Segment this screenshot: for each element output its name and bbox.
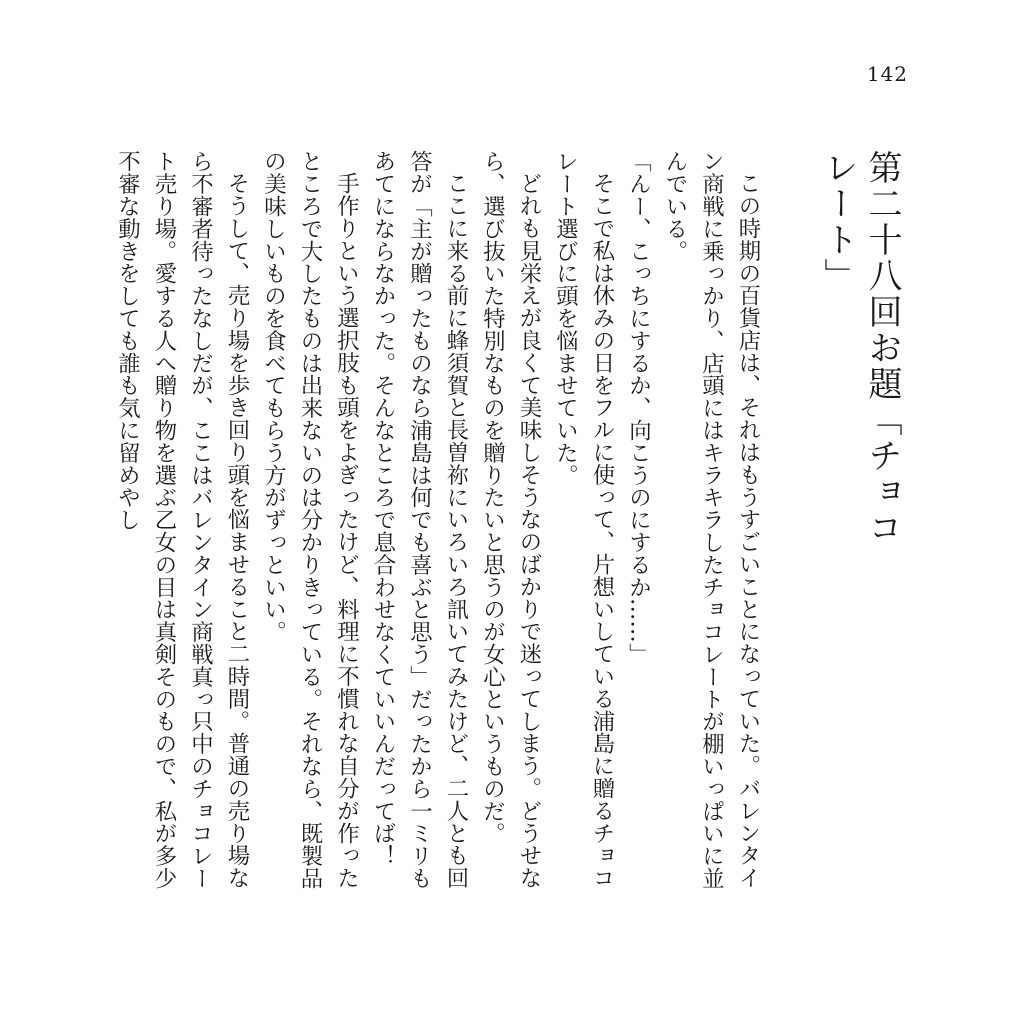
paragraph-6: 手作りという選択肢も頭をよぎったけど、料理に不慣れな自分が作ったところで大したものは出来ないのは分かりきっている。それなら、既製品の美味しいものを食べてもらう方がずっといい。 xyxy=(260,150,360,890)
page-number: 142 xyxy=(866,62,908,86)
paragraph-3: そこで私は休みの日をフルに使って、片想いしている浦島に贈るチョコレート選びに頭を悩ませていた。 xyxy=(552,150,615,890)
paragraph-7: そうして、売り場を歩き回り頭を悩ませること二時間。普通の売り場なら不審者待ったなしだが、ここはバレンタイン商戦真っ只中のチョコレート売り場。愛する人へ贈り物を選ぶ乙女の目は真剣そのもので、私が多少不審な動きをしても誰も気に留めやし xyxy=(114,150,250,890)
paragraph-4: どれも見栄えが良くて美味しそうなのばかりで迷ってしまう。どうせなら、選び抜いた特別なものを贈りたいと思うのが女心というものだ。 xyxy=(479,150,542,890)
chapter-title: 第二十八回お題「チョコレート」 xyxy=(818,150,902,546)
body-text xyxy=(109,150,766,910)
paragraph-2: 「んー、こっちにするか、向こうのにするか……」 xyxy=(625,150,652,666)
paragraph-5: ここに来る前に蜂須賀と長曽祢にいろいろ訊いてみたけど、二人とも回答が「主が贈ったものなら浦島は何でも喜ぶと思う」だったから一ミリもあてにならなかった。そんなところで息合わせなくていいんだってば！ xyxy=(370,150,469,890)
paragraph-1: この時期の百貨店は、それはもうすごいことになっていた。バレンタイン商戦に乗っかり、店頭にはキラキラしたチョコレートが棚いっぱいに並んでいる。 xyxy=(662,150,761,890)
